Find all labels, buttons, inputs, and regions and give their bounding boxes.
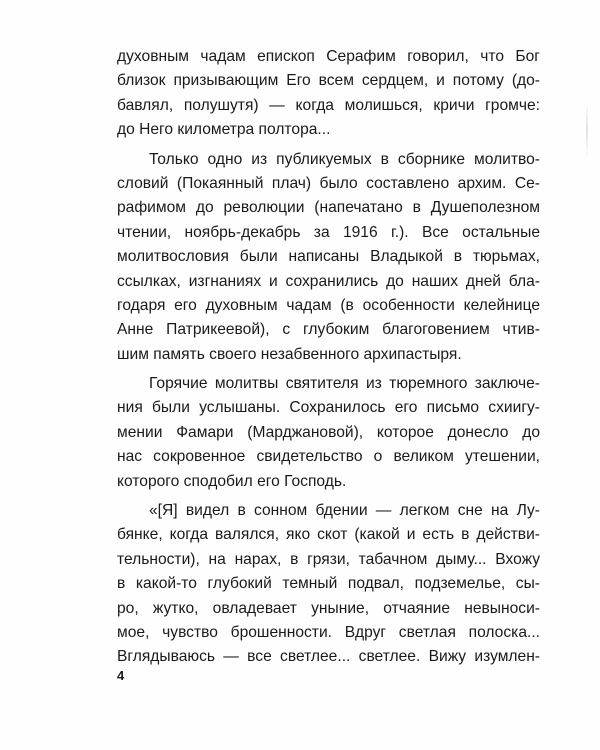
text-line: словий (Покаянный плач) было составлено архим. Се- xyxy=(117,174,540,192)
text-line: мении Фамари (Марджановой), которое донесло до xyxy=(117,423,540,441)
paragraph-2 xyxy=(117,148,540,368)
text-line: мое, чувство брошенности. Вдруг светлая полоска... xyxy=(117,623,540,641)
text-line: в какой-то глубокий темный подвал, подземелье, сы- xyxy=(117,575,540,593)
text-line: тельности), на нарах, в грязи, табачном дыму... Вхожу xyxy=(117,550,540,568)
text-line: молитвословия были написаны Владыкой в тюрьмах, xyxy=(117,248,540,266)
text-line: Анне Патрикеевой), с глубоким благоговением чтив- xyxy=(117,321,540,339)
text-line: бянке, когда валялся, яко скот (какой и есть в действи- xyxy=(117,526,540,544)
page-edge-shadow xyxy=(586,100,588,160)
text-line: близок призывающим Его всем сердцем, и потому (до- xyxy=(117,72,540,90)
text-line: ния были услышаны. Сохранилось его письмо схиигу- xyxy=(117,399,540,417)
text-line: бавлял, полушутя) — когда молишься, кричи громче: xyxy=(117,96,540,114)
text-line: которого сподобил его Господь. xyxy=(117,472,347,490)
text-line: Вглядываюсь — все светлее... светлее. Вижу изумлен- xyxy=(117,648,540,666)
text-line: Горячие молитвы святителя из тюремного заключе- xyxy=(149,375,540,393)
paragraph-4 xyxy=(117,499,540,670)
text-line: ро, жутко, овладевает уныние, отчаяние невыноси- xyxy=(117,599,540,617)
text-line: духовным чадам епископ Серафим говорил, что Бог xyxy=(117,48,540,65)
text-line: Только одно из публикуемых в сборнике молитво- xyxy=(149,150,540,168)
page-number: 4 xyxy=(117,668,125,683)
text-line: годаря его духовным чадам (в особенности келейнице xyxy=(117,296,540,314)
text-line: нас сокровенное свидетельство о великом утешении, xyxy=(117,448,540,466)
body-text xyxy=(117,45,540,670)
text-line: чтении, ноябрь-декабрь за 1916 г.). Все остальные xyxy=(117,223,540,241)
paragraph-3 xyxy=(117,372,540,494)
text-line: шим память своего незабвенного архипастыря. xyxy=(117,345,462,363)
paragraph-1 xyxy=(117,45,540,143)
text-line: рафимом до революции (напечатано в Душеполезном xyxy=(117,199,540,217)
text-line: до Него километра полтора... xyxy=(117,121,331,139)
text-line: ссылках, изгнаниях и сохранились до наших дней бла- xyxy=(117,272,540,290)
text-line: «[Я] видел в сонном бдении — легком сне на Лу- xyxy=(149,502,540,520)
